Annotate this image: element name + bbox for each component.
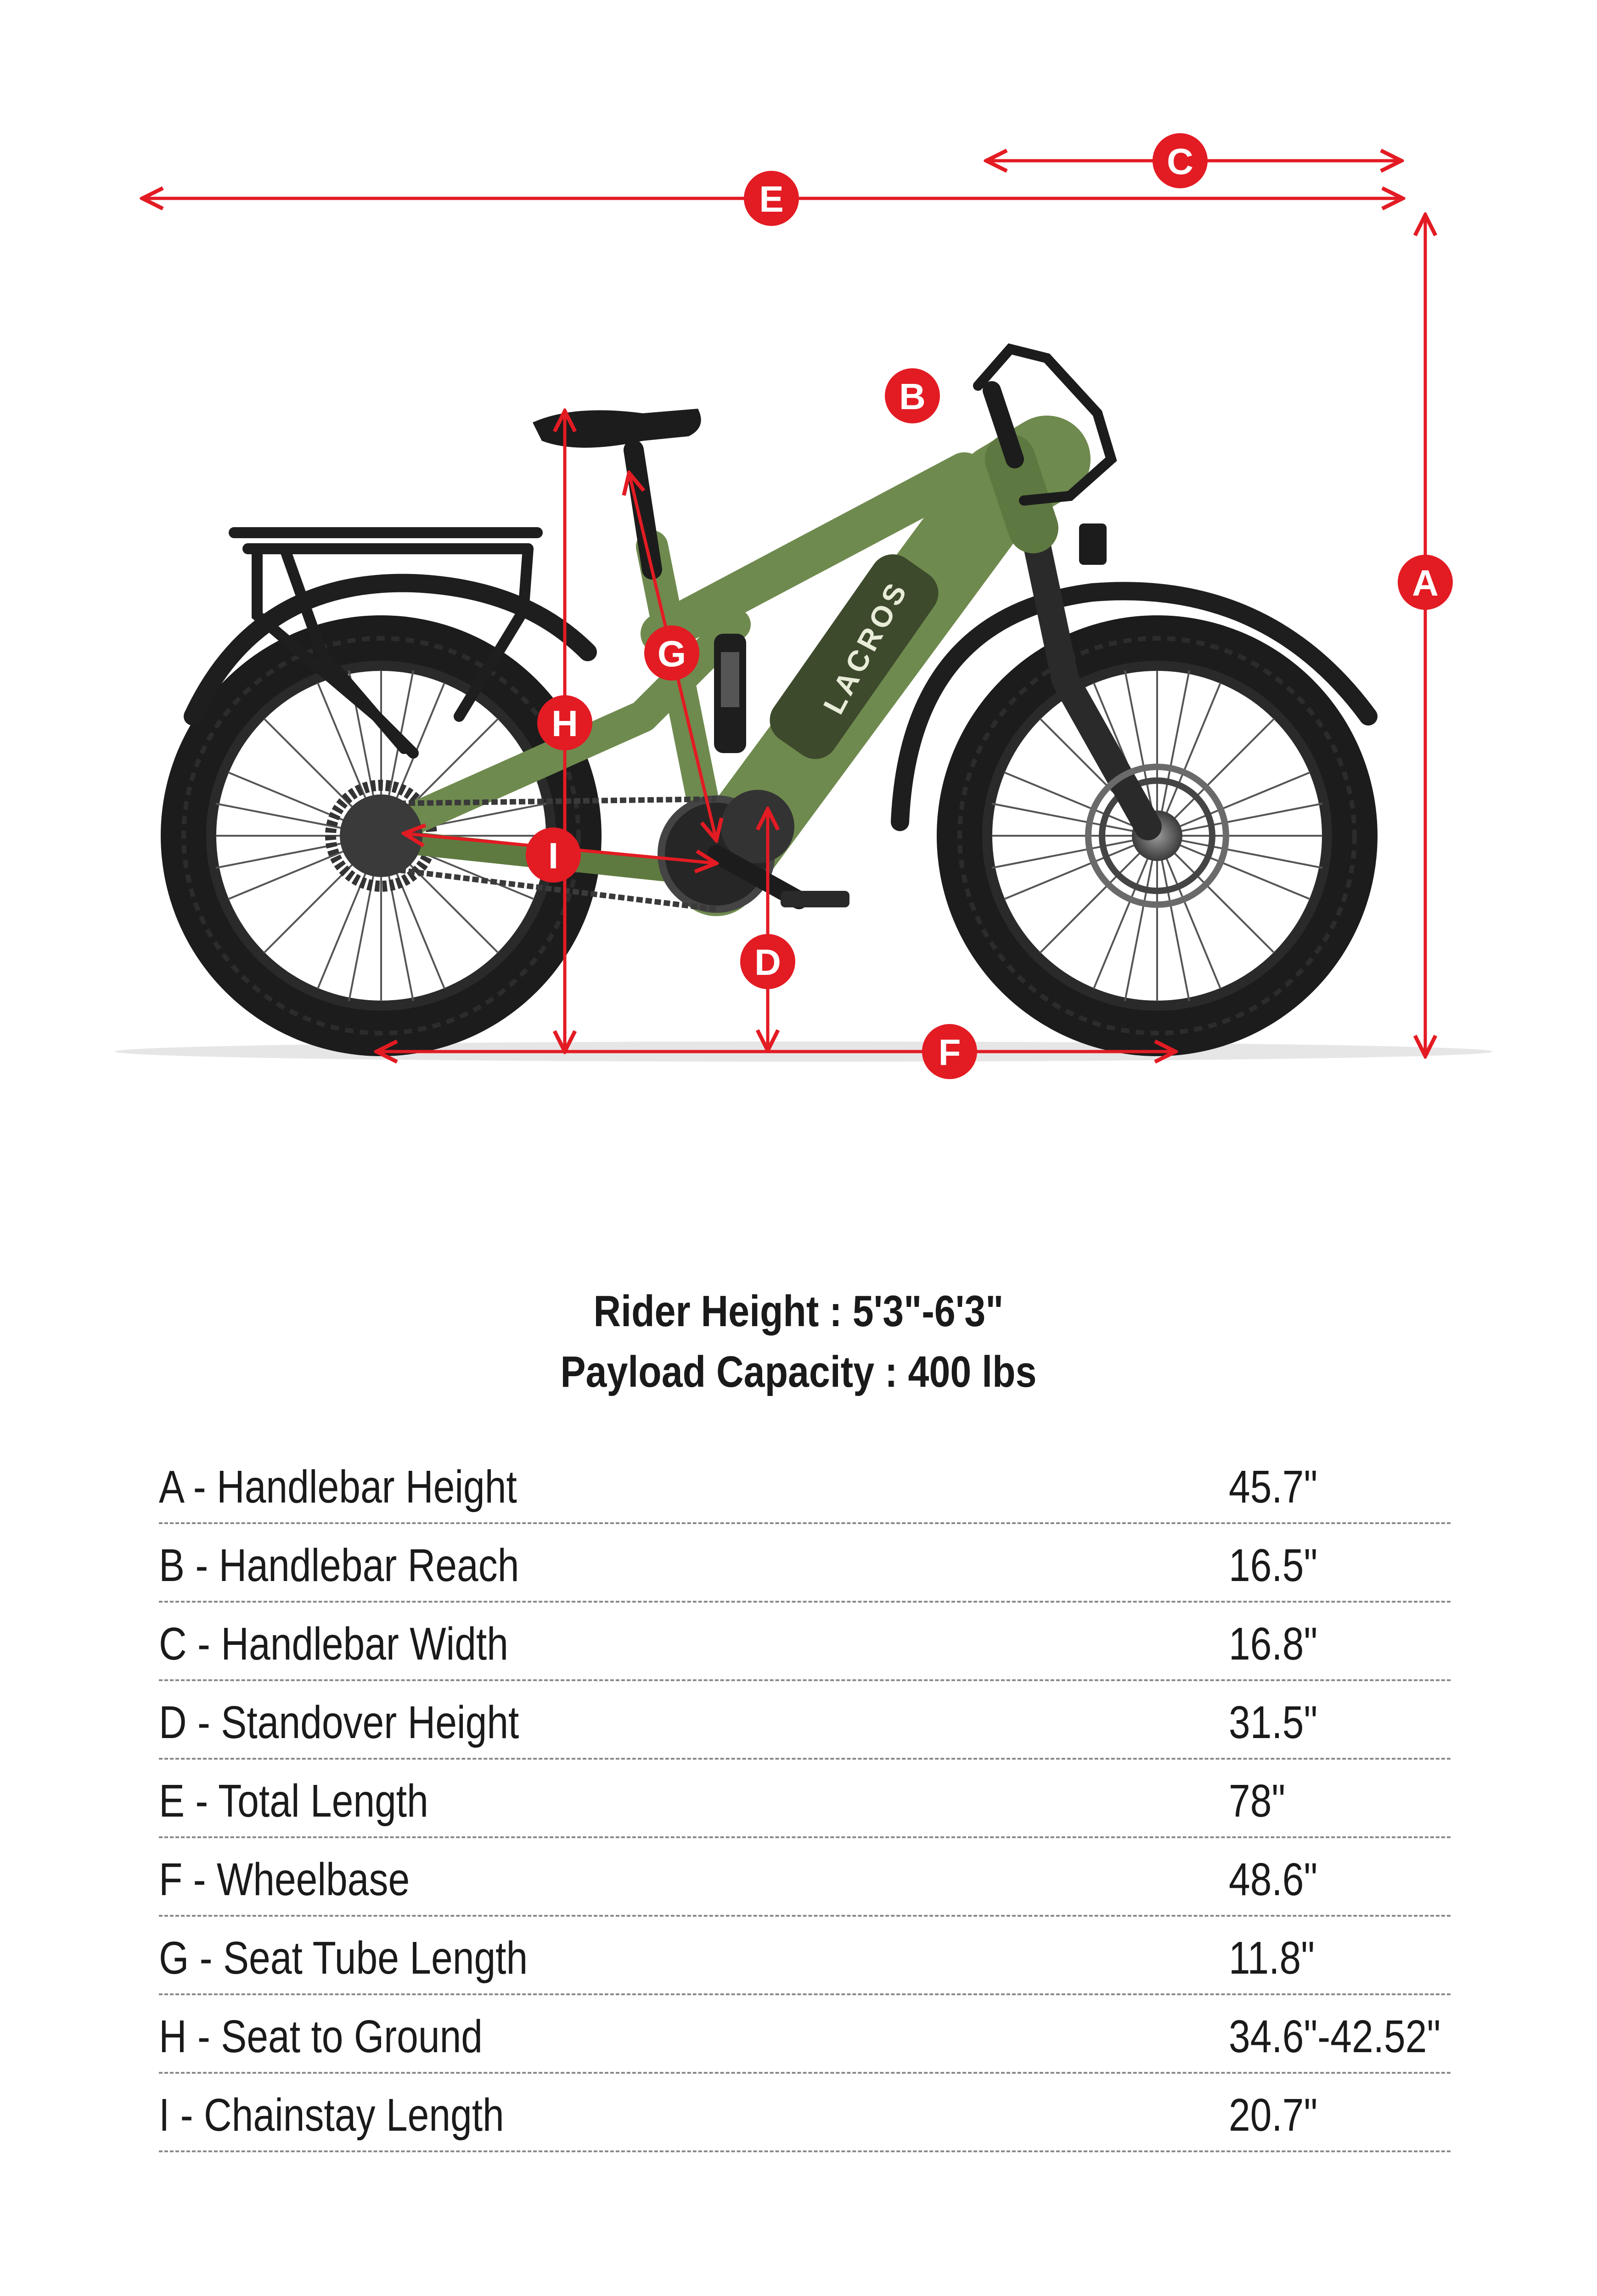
rear-shock [714, 634, 746, 753]
spec-value: 20.7" [1229, 2089, 1318, 2141]
spec-value: 16.8" [1229, 1618, 1318, 1670]
svg-text:E: E [759, 179, 784, 219]
headlight [1079, 523, 1107, 565]
headtube [1010, 459, 1033, 528]
spec-value: 34.6"-42.52" [1229, 2011, 1441, 2062]
svg-text:C: C [1167, 141, 1193, 182]
brand-logo: LACROS [816, 574, 915, 720]
spec-row [159, 1446, 1451, 1524]
marker-e [744, 171, 799, 226]
spec-label: H - Seat to Ground [159, 2011, 483, 2062]
marker-b [885, 368, 940, 423]
marker-a [1398, 555, 1453, 610]
spec-value: 45.7" [1229, 1461, 1318, 1513]
spec-label: D - Standover Height [159, 1697, 519, 1748]
rear-cassette [340, 794, 422, 877]
rider-height: Rider Height : 5'3"-6'3" [593, 1287, 1004, 1336]
svg-text:B: B [899, 376, 926, 417]
svg-text:G: G [657, 633, 686, 674]
svg-text:A: A [1412, 563, 1439, 603]
spec-label: I - Chainstay Length [159, 2089, 504, 2141]
marker-g [644, 625, 699, 681]
marker-h [537, 695, 592, 750]
spec-label: F - Wheelbase [159, 1854, 410, 1905]
saddle [533, 409, 701, 448]
spec-row [159, 1760, 1451, 1838]
spec-row [159, 1603, 1451, 1681]
marker-f [922, 1024, 977, 1079]
spec-row [159, 1524, 1451, 1603]
geometry-spec-table [159, 1446, 1451, 2152]
marker-d [740, 934, 795, 989]
spec-row [159, 1995, 1451, 2074]
spec-value: 16.5" [1229, 1540, 1318, 1591]
svg-text:I: I [548, 835, 559, 876]
svg-text:F: F [938, 1032, 961, 1073]
spec-label: E - Total Length [159, 1775, 428, 1827]
spec-label: G - Seat Tube Length [159, 1932, 528, 1984]
spec-label: B - Handlebar Reach [159, 1540, 519, 1591]
spec-row [159, 2074, 1451, 2152]
spec-value: 31.5" [1229, 1697, 1318, 1748]
marker-c [1153, 133, 1208, 188]
spec-row [159, 1917, 1451, 1995]
spec-value: 48.6" [1229, 1854, 1318, 1905]
motor-hub [721, 790, 794, 863]
spec-row [159, 1838, 1451, 1917]
pedal [781, 891, 849, 907]
spec-row [159, 1681, 1451, 1760]
svg-text:D: D [754, 942, 781, 983]
payload-capacity: Payload Capacity : 400 lbs [560, 1347, 1037, 1396]
spec-value: 78" [1229, 1775, 1286, 1827]
marker-i [526, 827, 581, 883]
svg-text:H: H [551, 703, 578, 744]
spec-label: A - Handlebar Height [159, 1461, 517, 1513]
spec-value: 11.8" [1229, 1932, 1315, 1984]
rider-summary [112, 1281, 1485, 1402]
spec-label: C - Handlebar Width [159, 1618, 508, 1670]
